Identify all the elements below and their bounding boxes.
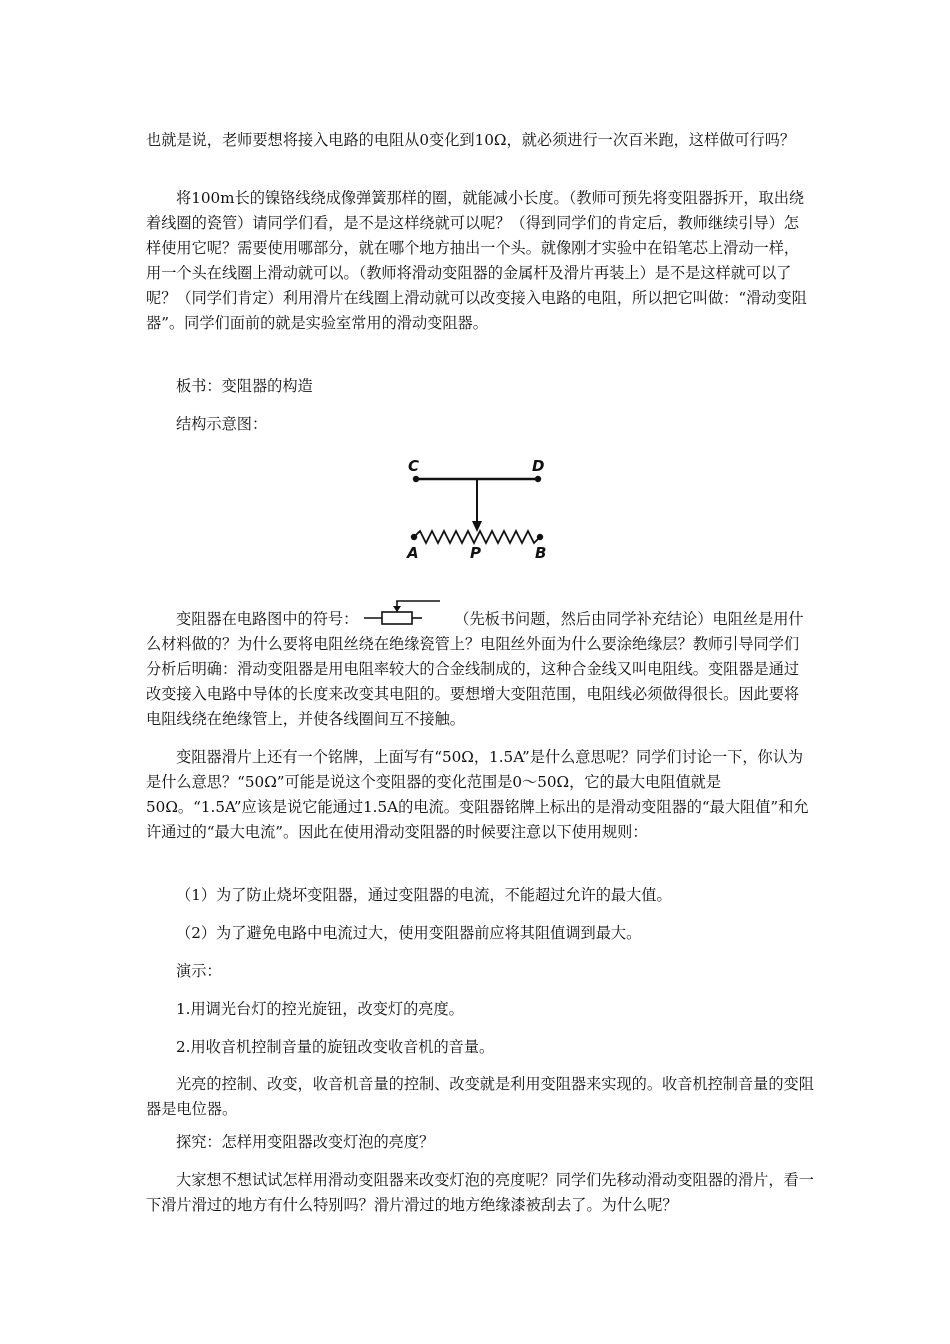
demo-item-2: 2.用收音机控制音量的旋钮改变收音机的音量。: [176, 1038, 495, 1056]
paragraph-symbol: [146, 607, 814, 732]
label-p: P: [470, 544, 481, 562]
label-d: D: [532, 457, 545, 475]
rheostat-symbol: [358, 610, 454, 630]
terminal-b: [537, 534, 543, 540]
rule-1: （1）为了防止烧坏变阻器，通过变阻器的电流，不能超过允许的最大值。: [176, 886, 672, 904]
label-c: C: [408, 457, 420, 475]
board-note: 板书：变阻器的构造: [176, 377, 313, 395]
symbol-prefix: 变阻器在电路图中的符号：: [176, 610, 359, 628]
paragraph-explore: 大家想不想试试怎样用滑动变阻器来改变灯泡的亮度呢？同学们先移动滑动变阻器的滑片，看一下滑片滑过的地方有什么特别吗？滑片滑过的地方绝缘漆被刮去了。为什么呢？: [146, 1171, 814, 1214]
paragraph-nameplate: 变阻器滑片上还有一个铭牌，上面写有“50Ω，1.5A”是什么意思呢？同学们讨论一下，你认为是什么意思？“50Ω”可能是说这个变阻器的变化范围是0～50Ω，它的最大电阻值就是50Ω。“1.5A”应该是说它能通过1.5A的电流。变阻器铭牌上标出的是滑动变阻器的“最大阻值”和允许通过的“最大电流”。因此在使用滑动变阻器的时候要注意以下使用规则：: [146, 748, 809, 841]
paragraph-potentiometer: 光亮的控制、改变，收音机音量的控制、改变就是利用变阻器来实现的。收音机控制音量的变阻器是电位器。: [146, 1075, 814, 1118]
rule-2: （2）为了避免电路中电流过大，使用变阻器前应将其阻值调到最大。: [176, 924, 642, 942]
resistance-coil: [414, 531, 540, 543]
explore-heading: 探究：怎样用变阻器改变灯泡的亮度？: [176, 1133, 435, 1151]
paragraph-1: 也就是说，老师要想将接入电路的电阻从0变化到10Ω，就必须进行一次百米跑，这样做可行吗？: [146, 131, 796, 149]
demo-item-1: 1.用调光台灯的控光旋钮，改变灯的亮度。: [176, 1000, 464, 1018]
rheostat-structure-diagram: [398, 455, 558, 565]
diagram-caption: 结构示意图：: [176, 415, 268, 433]
terminal-c: [413, 476, 419, 482]
demo-heading: 演示：: [176, 962, 222, 980]
symbol-rest: （先板书问题，然后由同学补充结论）电阻丝是用什么材料做的？为什么要将电阻丝绕在绝缘瓷管上？电阻丝外面为什么要涂绝缘层？教师引导同学们分析后明确：滑动变阻器是用电阻率较大的合金线制成的，这种合金线又叫电阻线。变阻器是通过改变接入电路中导体的长度来改变其电阻的。要想增大变阻范围，电阻线必须做得很长。因此要将电阻线绕在绝缘管上，并使各线圈间互不接触。: [146, 610, 804, 728]
label-a: A: [407, 544, 419, 562]
paragraph-2: 将100m长的镍铬线绕成像弹簧那样的圈，就能减小长度。（教师可预先将变阻器拆开，取出绕着线圈的瓷管）请同学们看，是不是这样绕就可以呢？（得到同学们的肯定后，教师继续引导）怎样使用它呢？需要使用哪部分，就在哪个地方抽出一个头。就像刚才实验中在铅笔芯上滑动一样，用一个头在线圈上滑动就可以。（教师将滑动变阻器的金属杆及滑片再装上）是不是这样就可以了呢？（同学们肯定）利用滑片在线圈上滑动就可以改变接入电路的电阻，所以把它叫做：“滑动变阻器”。同学们面前的就是实验室常用的滑动变阻器。: [146, 189, 807, 332]
label-b: B: [535, 544, 547, 562]
terminal-a: [411, 534, 417, 540]
terminal-d: [535, 476, 541, 482]
